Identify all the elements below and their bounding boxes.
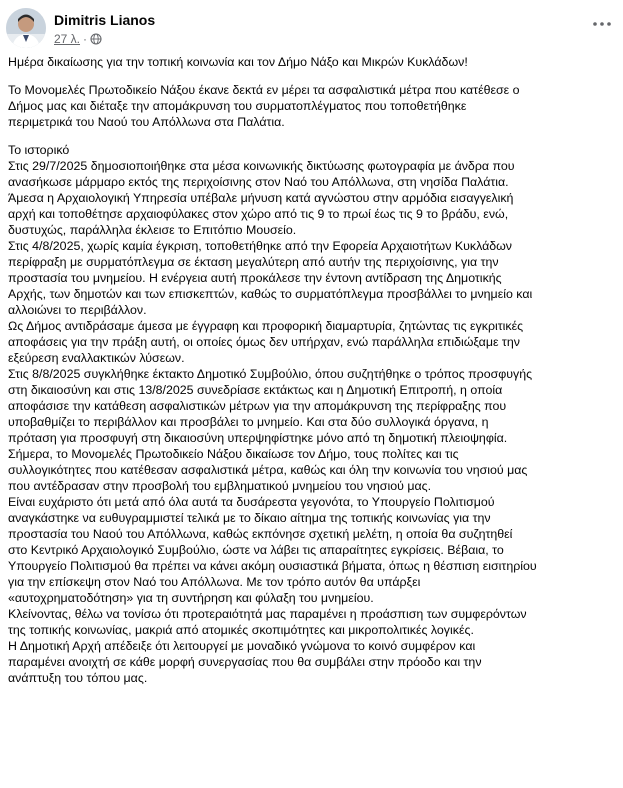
history-line: Άμεσα η Αρχαιολογική Υπηρεσία υπέβαλε μήνυση κατά αγνώστου στην αρμόδια εισαγγελική: [8, 191, 514, 205]
globe-icon: [90, 33, 102, 45]
history-line: ανασήκωσε μάρμαρο εκτός της περιχοίσινης στον Ναό του Απόλλωνα, στη νησίδα Παλάτια.: [8, 175, 509, 189]
post-body: [8, 54, 618, 686]
history-line: δυστυχώς, παράλληλα έκλεισε το Επιτόπιο Μουσείο.: [8, 223, 297, 237]
history-line: παραμένει ανοιχτή σε κάθε μορφή συνεργασίας που θα συμβάλει στην πρόοδο και την: [8, 655, 482, 669]
history-line: Είναι ευχάριστο ότι μετά από όλα αυτά τα δυσάρεστα γεγονότα, το Υπουργείο Πολιτισμού: [8, 495, 495, 509]
history-line: της τοπικής κοινωνίας, μακριά από ατομικές σκοπιμότητες και μικροπολιτικές λογικές.: [8, 623, 474, 637]
summary-line: περιμετρικά του Ναού του Απόλλωνα στα Παλάτια.: [8, 115, 285, 129]
history-line: Κλείνοντας, θέλω να τονίσω ότι προτεραιότητά μας παραμένει η προάσπιση των συμφερόντων: [8, 607, 527, 621]
history-line: στη δικαιοσύνη και στις 13/8/2025 συνεδρίασε εκτάκτως και η Δημοτική Επιτροπή, η οποία: [8, 383, 503, 397]
more-options-icon[interactable]: [589, 14, 615, 34]
history-line: περίφραξη με συρματόπλεγμα σε έκταση μεγαλύτερη από αυτήν της περιχοίσινης, για την: [8, 255, 499, 269]
post-header: [6, 8, 617, 52]
history-line: Στις 29/7/2025 δημοσιοποιήθηκε στα μέσα κοινωνικής δικτύωσης φωτογραφία με άνδρα που: [8, 159, 515, 173]
history-line: «αυτοχρηματοδότηση» για τη συντήρηση και φύλαξη του μνημείου.: [8, 591, 374, 605]
history-line: συλλογικότητες που κατέθεσαν ασφαλιστικά μέτρα, καθώς και όλη την κοινωνία του νησιού μας: [8, 463, 528, 477]
history-line: αναγκάστηκε να ευθυγραμμιστεί τελικά με το δίκαιο αίτημα της τοπικής κοινωνίας για την: [8, 511, 491, 525]
history-line: αρχή και τοποθέτησε αρχαιοφύλακες στον χώρο από τις 9 το πρωί έως τις 9 το βράδυ, ενώ,: [8, 207, 509, 221]
summary-line: Το Μονομελές Πρωτοδικείο Νάξου έκανε δεκτά εν μέρει τα ασφαλιστικά μέτρα που κατέθεσε ο: [8, 83, 520, 97]
summary-line: Δήμος μας και διέταξε την απομάκρυνση του συρματοπλέγματος που τοποθετήθηκε: [8, 99, 467, 113]
post-meta: [54, 32, 102, 46]
history-line: για την επίσκεψη στον Ναό του Απόλλωνα. Με τον τρόπο αυτόν θα υπάρξει: [8, 575, 421, 589]
history-line: στο Κεντρικό Αρχαιολογικό Συμβούλιο, ώστε να λάβει τις απαραίτητες εγκρίσεις. Βέβαια, το: [8, 543, 504, 557]
history-line: αποφάσισε την κατάθεση ασφαλιστικών μέτρων για την απομάκρυνση της περίφραξης που: [8, 399, 507, 413]
meta-separator: ·: [83, 32, 88, 46]
history-line: Στις 8/8/2025 συγκλήθηκε έκτακτο Δημοτικό Συμβούλιο, όπου συζητήθηκε ο τρόπος προσφυγής: [8, 367, 533, 381]
post-summary: [8, 82, 618, 130]
history-line: Υπουργείο Πολιτισμού θα πρέπει να κάνει ακόμη ουσιαστικά βήματα, όπως η θέσπιση εισιτηρίου: [8, 559, 537, 573]
history-line: πρόταση για προσφυγή στη δικαιοσύνη υπερψηφίστηκε μόνο από τη δημοτική πλειοψηφία.: [8, 431, 508, 445]
history-text: [8, 158, 618, 686]
history-line: Στις 4/8/2025, χωρίς καμία έγκριση, τοποθετήθηκε από την Εφορεία Αρχαιοτήτων Κυκλάδων: [8, 239, 513, 253]
history-line: που αντέδρασαν στην προσβολή του εμβληματικού μνημείου του νησιού μας.: [8, 479, 432, 493]
avatar[interactable]: [6, 8, 46, 48]
post-timestamp[interactable]: 27 λ.: [54, 32, 81, 46]
history-line: αποφάσεις για την πράξη αυτή, οι οποίες όμως δεν υπήρχαν, ενώ παράλληλα επιδιώξαμε την: [8, 335, 520, 349]
post-intro: Ημέρα δικαίωσης για την τοπική κοινωνία και τον Δήμο Νάξο και Μικρών Κυκλάδων!: [8, 55, 468, 69]
history-line: προστασία του Ναού του Απόλλωνα, καθώς εκπόνησε σχετική μελέτη, η οποία θα συζητηθεί: [8, 527, 513, 541]
history-title: Το ιστορικό: [8, 143, 70, 157]
history-line: Αρχής, των δημοτών και των επισκεπτών, καθώς το συρματόπλεγμα προσβάλλει το μνημείο και: [8, 287, 533, 301]
history-line: Σήμερα, το Μονομελές Πρωτοδικείο Νάξου δικαίωσε τον Δήμο, τους πολίτες και τις: [8, 447, 459, 461]
history-line: αλλοιώνει το περιβάλλον.: [8, 303, 147, 317]
history-line: εξεύρεση εναλλακτικών λύσεων.: [8, 351, 185, 365]
history-line: υποβαθμίζει το περιβάλλον και προσβάλει το μνημείο. Και στα δύο συλλογικά όργανα, η: [8, 415, 489, 429]
author-name[interactable]: Dimitris Lianos: [54, 12, 156, 28]
history-line: Η Δημοτική Αρχή απέδειξε ότι λειτουργεί με μοναδικό γνώμονα το κοινό συμφέρον και: [8, 639, 476, 653]
history-line: ανάπτυξη του τόπου μας.: [8, 671, 148, 685]
history-line: Ως Δήμος αντιδράσαμε άμεσα με έγγραφη και προφορική διαμαρτυρία, ζητώντας τις εγκριτικές: [8, 319, 524, 333]
history-line: προστασία του μνημείου. Η ενέργεια αυτή προκάλεσε την έντονη αντίδραση της Δημοτικής: [8, 271, 502, 285]
